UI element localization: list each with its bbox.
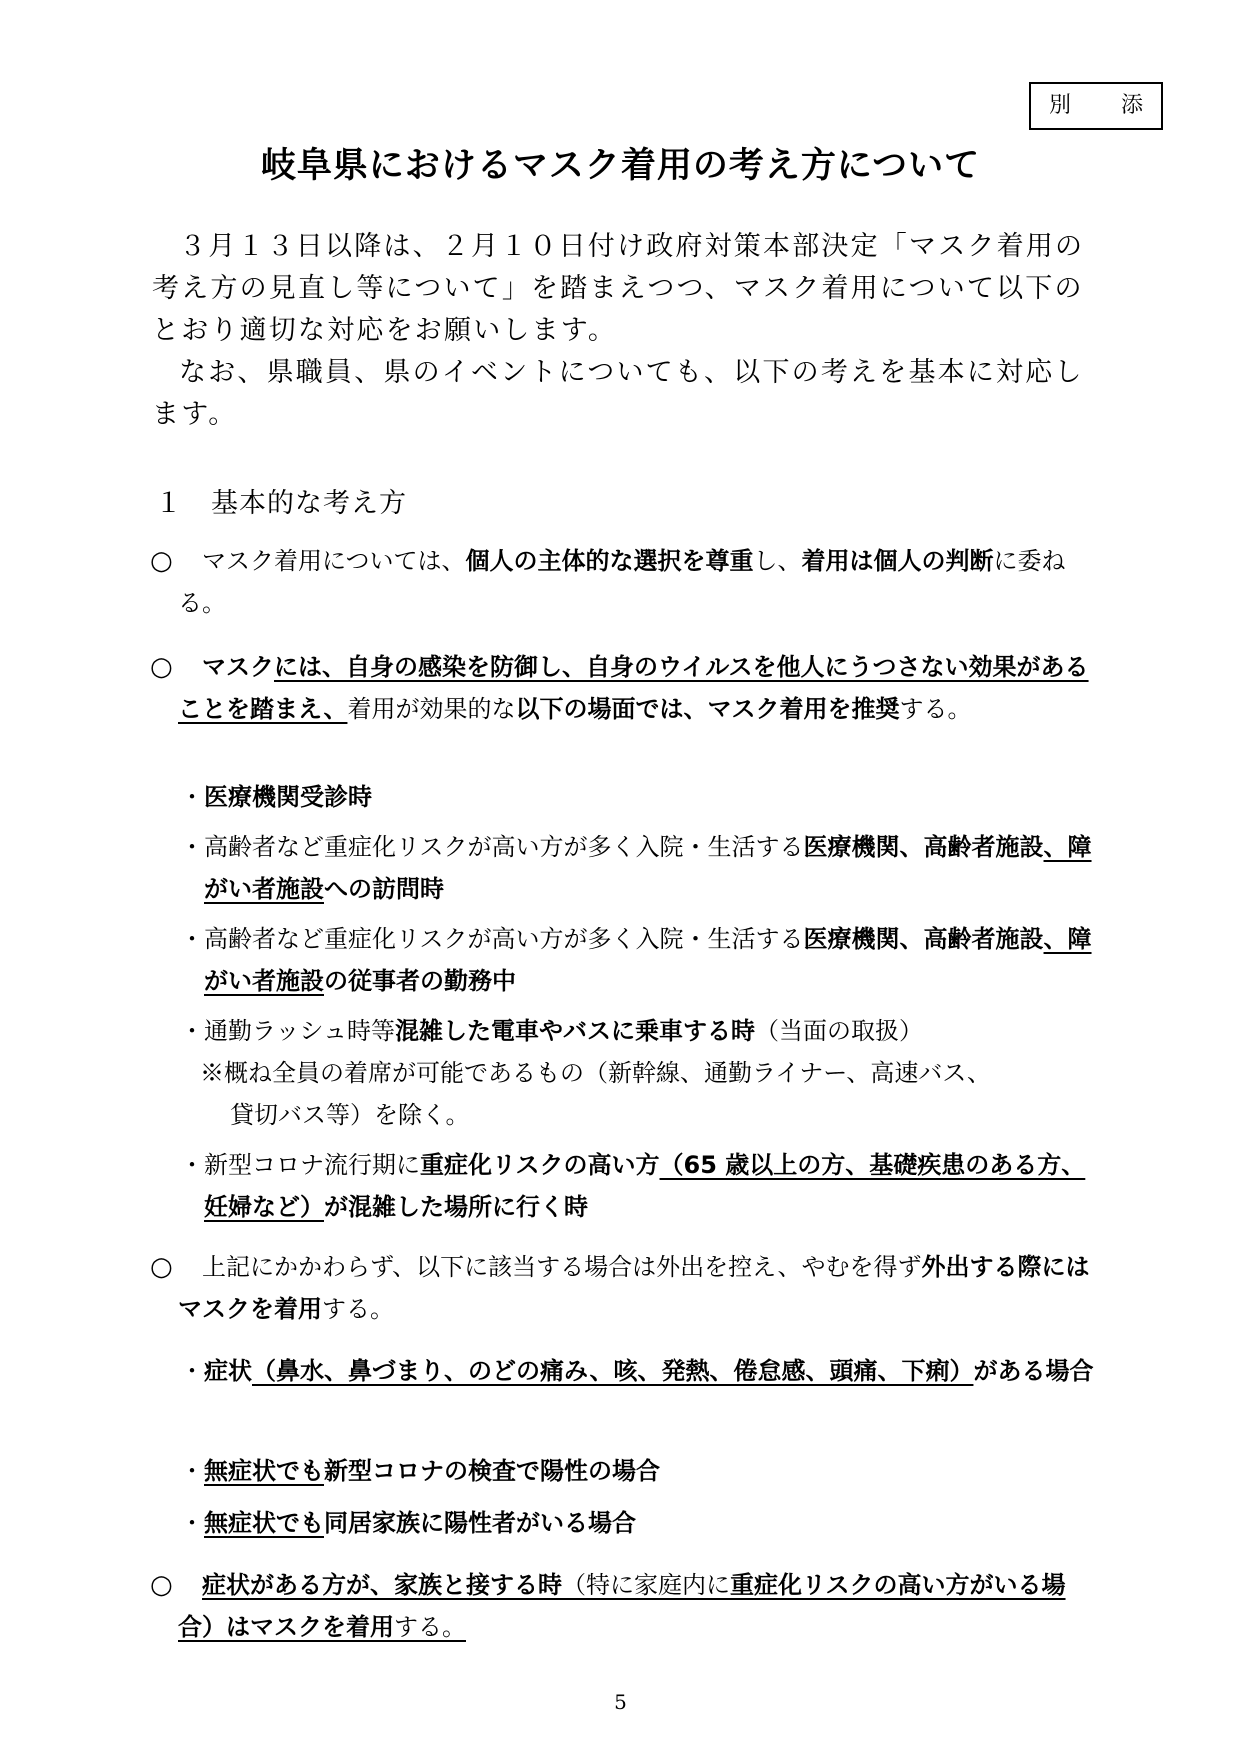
bullet-marker: ・ bbox=[180, 1457, 204, 1485]
text-run-bold: 医療機関、高齢者施設 bbox=[803, 925, 1044, 953]
bullet-a-2 bbox=[180, 826, 1100, 910]
text-run-bold-underlined: 無症状でも bbox=[204, 1457, 324, 1485]
text-run: 高齢者など重症化リスクが高い方が多く入院・生活する bbox=[204, 833, 804, 861]
bullet-marker: ・ bbox=[180, 833, 204, 861]
item-1 bbox=[150, 540, 1100, 624]
text-run-bold: 重症化リスクの高い方 bbox=[420, 1151, 660, 1179]
circle-marker: ○ bbox=[150, 546, 173, 576]
text-run-bold-underlined: 無症状でも bbox=[204, 1509, 324, 1537]
text-run: 高齢者など重症化リスクが高い方が多く入院・生活する bbox=[204, 925, 804, 953]
text-run-bold: への訪問時 bbox=[324, 875, 444, 903]
section-title: 基本的な考え方 bbox=[211, 488, 407, 519]
bullet-a-5 bbox=[180, 1144, 1100, 1228]
text-run-bold: 着用は個人の判断 bbox=[801, 547, 994, 575]
text-run-bold: 個人の主体的な選択を尊重 bbox=[465, 547, 754, 575]
text-run: する。 bbox=[394, 1613, 466, 1641]
text-run-bold-underlined: （鼻水、鼻づまり、のどの痛み、咳、発熱、倦怠感、頭痛、下痢） bbox=[252, 1357, 974, 1385]
document-title: 岐阜県におけるマスク着用の考え方について bbox=[260, 146, 981, 186]
circle-marker: ○ bbox=[150, 652, 173, 682]
bullet-marker: ・ bbox=[180, 1017, 204, 1045]
text-run-bold-underlined: 、障がい者施設 bbox=[204, 925, 1092, 995]
bullet-a-4-note-cont: 貸切バス等）を除く。 bbox=[230, 1101, 470, 1129]
text-run-bold: マスク bbox=[202, 653, 274, 681]
text-run-bold-underlined: （65 歳以上の方、基礎疾患のある方、妊婦など） bbox=[204, 1151, 1086, 1221]
bullet-b-1 bbox=[180, 1350, 1100, 1392]
circle-marker: ○ bbox=[150, 1570, 173, 1600]
bullet-marker: ・ bbox=[180, 1151, 204, 1179]
text-run-bold: が混雑した場所に行く時 bbox=[324, 1193, 588, 1221]
circle-marker: ○ bbox=[150, 1252, 173, 1282]
bullet-a-1 bbox=[180, 776, 1100, 818]
text-run: マスク着用については、 bbox=[202, 547, 466, 575]
text-run: （特に bbox=[562, 1571, 634, 1599]
item-4-text bbox=[178, 1564, 1100, 1648]
text-run: （当面の取扱） bbox=[755, 1017, 924, 1045]
text-run-bold: 外出する際にはマスクを着用 bbox=[178, 1253, 1090, 1323]
intro-paragraphs bbox=[152, 226, 1102, 436]
item-4 bbox=[150, 1564, 1100, 1648]
section-heading bbox=[155, 484, 407, 524]
attachment-label: 別 添 bbox=[1029, 82, 1163, 130]
text-run: 家庭内に bbox=[634, 1571, 730, 1599]
text-run-bold-underlined: 、障がい者施設 bbox=[204, 833, 1092, 903]
text-run-bold: 症状 bbox=[204, 1357, 252, 1385]
text-run: する。 bbox=[322, 1295, 394, 1323]
item-1-text bbox=[178, 540, 1100, 624]
bullet-a-4-note: ※概ね全員の着席が可能であるもの（新幹線、通勤ライナー、高速バス、 bbox=[200, 1059, 992, 1087]
text-run: 新型コロナ流行期に bbox=[204, 1151, 420, 1179]
item-3 bbox=[150, 1246, 1100, 1330]
bullet-a-3 bbox=[180, 918, 1100, 1002]
bullet-marker: ・ bbox=[180, 783, 204, 811]
text-run: する。 bbox=[899, 695, 972, 723]
text-run-bold-underlined: には、自身の感染を防御し、自身のウイルスを他人にうつさない効果があることを踏まえ、 bbox=[178, 653, 1089, 723]
bullet-b-3 bbox=[180, 1502, 1100, 1544]
bullet-marker: ・ bbox=[180, 1509, 204, 1537]
text-run-bold: 重症化リスクの高い方がいる場合）はマスクを着用 bbox=[178, 1571, 1066, 1641]
text-run-bold: の従事者の勤務中 bbox=[324, 967, 516, 995]
text-run: 上記にかかわらず、以下に該当する場合は外出を控え、やむを得ず bbox=[202, 1253, 922, 1281]
text-run-bold: 医療機関受診時 bbox=[204, 783, 372, 811]
bullet-marker: ・ bbox=[180, 925, 204, 953]
text-run: に委ねる。 bbox=[178, 547, 1066, 617]
bullet-marker: ・ bbox=[180, 1357, 204, 1385]
text-run-bold: 新型コロナの検査で陽性の場合 bbox=[324, 1457, 660, 1485]
item-3-text bbox=[178, 1246, 1100, 1330]
text-run-bold: 症状がある方が、家族と接する時 bbox=[202, 1571, 562, 1599]
text-run: し、 bbox=[753, 547, 802, 575]
intro-paragraph-2: なお、県職員、県のイベントについても、以下の考えを基本に対応します。 bbox=[152, 357, 1084, 430]
bullet-a-4 bbox=[180, 1010, 1100, 1136]
bullet-b-2 bbox=[180, 1450, 1100, 1492]
text-run-bold: 以下の場面では、マスク着用を推奨 bbox=[515, 695, 900, 723]
text-run-bold: 医療機関、高齢者施設 bbox=[803, 833, 1044, 861]
text-run: 通勤ラッシュ時等 bbox=[204, 1017, 396, 1045]
text-run-bold: 混雑した電車やバスに乗車する時 bbox=[395, 1017, 756, 1045]
item-2-text bbox=[178, 646, 1100, 730]
text-run-bold: 同居家族に陽性者がいる場合 bbox=[324, 1509, 636, 1537]
intro-paragraph-1: ３月１３日以降は、２月１０日付け政府対策本部決定「マスク着用の考え方の見直し等について」を踏まえつつ、マスク着用について以下のとおり適切な対応をお願いします。 bbox=[152, 231, 1085, 346]
text-run: 着用が効果的な bbox=[347, 695, 516, 723]
page-number: 5 bbox=[614, 1690, 627, 1714]
text-run-bold: がある場合 bbox=[973, 1357, 1094, 1385]
item-2 bbox=[150, 646, 1100, 730]
section-number: １ bbox=[155, 488, 183, 519]
